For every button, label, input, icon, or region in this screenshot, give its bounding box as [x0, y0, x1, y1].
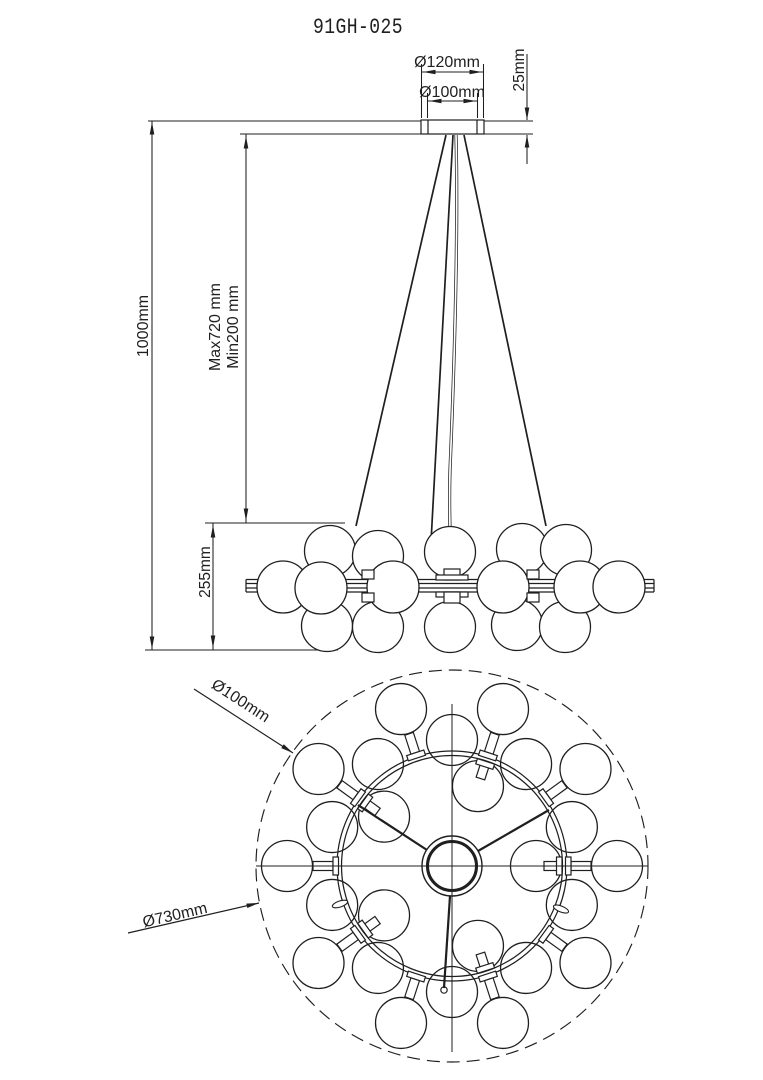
product-code: 91GH-025 — [313, 15, 403, 40]
outer-fitting-group — [400, 971, 425, 1001]
dim-arrow — [281, 744, 294, 755]
canopy — [421, 120, 484, 134]
power-cable — [450, 135, 457, 557]
globe — [546, 802, 597, 853]
dim-arrow — [244, 136, 249, 149]
globe-stem — [405, 732, 420, 754]
outer-fitting-group — [400, 731, 425, 761]
label-suspension-max: Max720 mm — [207, 282, 224, 372]
label-globe-diameter: Ø100mm — [208, 676, 273, 727]
outer-fitting-group — [479, 731, 504, 761]
globe — [295, 562, 347, 614]
globe-stem — [484, 732, 499, 754]
label-canopy-inner-diameter: Ø100mm — [419, 84, 485, 101]
globe — [477, 684, 528, 735]
globe — [452, 920, 503, 971]
globe — [293, 937, 344, 988]
label-body-height: 255mm — [197, 546, 214, 598]
globe — [560, 744, 611, 795]
label-suspension-min: Min200 mm — [225, 285, 242, 369]
dim-arrow — [211, 525, 216, 538]
globe-fitting — [444, 592, 460, 603]
globe-fitting — [527, 570, 539, 579]
dim-arrow — [525, 108, 530, 121]
label-overall-height: 1000mm — [135, 294, 152, 358]
globe — [367, 561, 419, 613]
globe-stem — [484, 978, 499, 1000]
top-view — [128, 670, 648, 1062]
globe-fitting — [362, 593, 374, 602]
label-overall-diameter: Ø730mm — [141, 899, 209, 932]
globe — [376, 684, 427, 735]
dim-arrow — [244, 509, 249, 522]
globe — [352, 942, 403, 993]
label-canopy-height: 25mm — [511, 48, 528, 92]
globe — [425, 602, 476, 653]
outer-fitting-group — [479, 971, 504, 1001]
globe — [307, 802, 358, 853]
globe — [477, 561, 529, 613]
dim-arrow — [211, 636, 216, 649]
globe — [593, 561, 645, 613]
globe — [501, 739, 552, 790]
label-canopy-diameter: Ø120mm — [414, 54, 480, 71]
globe — [352, 739, 403, 790]
globe — [293, 744, 344, 795]
globe-fitting — [527, 593, 539, 602]
globe-stem — [405, 978, 420, 1000]
globe — [501, 942, 552, 993]
suspension-wire-right — [464, 135, 546, 526]
dim-arrow — [150, 637, 155, 650]
globe — [477, 997, 528, 1048]
dim-arrow — [246, 901, 259, 908]
globe-fitting — [436, 575, 468, 580]
dim-arrow — [525, 135, 530, 148]
globe-fitting — [362, 570, 374, 579]
globe — [376, 997, 427, 1048]
suspension-wire-left — [356, 135, 446, 526]
dim-arrow — [150, 122, 155, 135]
globe — [452, 761, 503, 812]
globe — [560, 937, 611, 988]
